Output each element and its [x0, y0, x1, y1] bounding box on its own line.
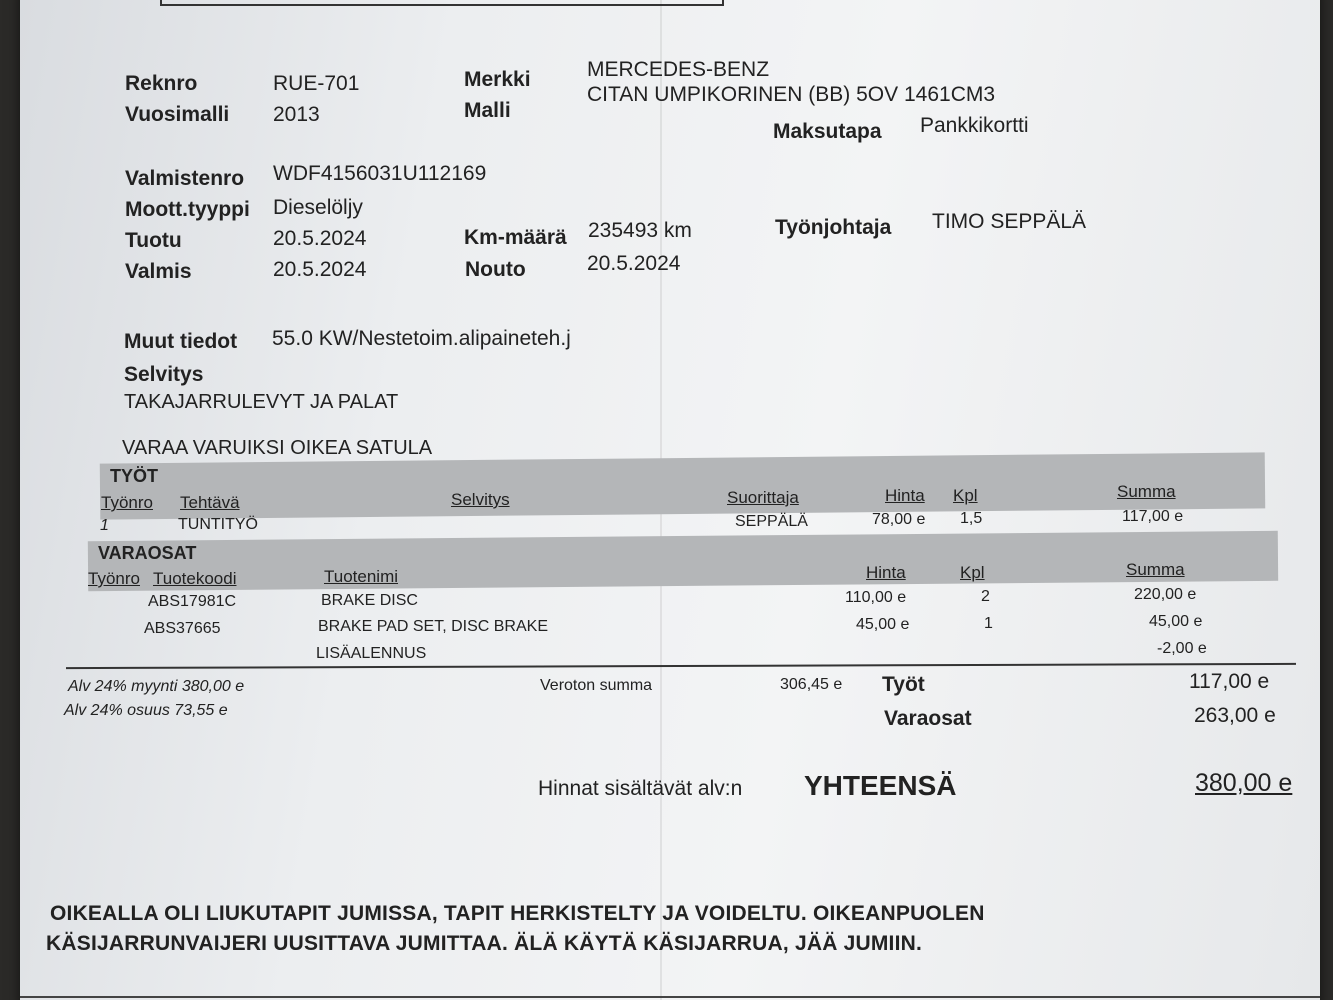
moottyyppi-label: Moott.tyyppi: [125, 198, 250, 221]
veroton-value: 306,45 e: [780, 676, 843, 693]
tuotu-label: Tuotu: [125, 229, 182, 252]
tyot-title: TYÖT: [110, 466, 158, 486]
varaosat-row-2-kpl: 1: [984, 615, 993, 632]
varaosat-col-hinta: Hinta: [866, 563, 906, 582]
tyot-row-suorittaja: SEPPÄLÄ: [735, 513, 808, 530]
valmistenro-label: Valmistenro: [125, 167, 245, 190]
tyot-col-hinta: Hinta: [885, 486, 925, 505]
vuosimalli-value: 2013: [273, 103, 320, 126]
bottom-edge-line: [20, 996, 1320, 998]
tyonjohtaja-label: Työnjohtaja: [775, 216, 892, 239]
varaosat-row-1-hinta: 110,00 e: [845, 589, 907, 606]
totals-tyot-value: 117,00 e: [1189, 670, 1270, 693]
varaosat-row-2-tuotekoodi: ABS37665: [144, 620, 221, 637]
varaosat-row-1-kpl: 2: [981, 588, 990, 605]
note-line-1: OIKEALLA OLI LIUKUTAPIT JUMISSA, TAPIT HERKISTELTY JA VOIDELTU. OIKEANPUOLEN: [50, 902, 985, 925]
tyot-col-tyonro: Työnro: [101, 493, 153, 512]
varaosat-row-2-summa: 45,00 e: [1149, 613, 1203, 630]
malli-label: Malli: [464, 99, 511, 122]
tyot-col-selvitys: Selvitys: [451, 490, 510, 509]
tyot-row-hinta: 78,00 e: [872, 511, 926, 528]
note-line-2: KÄSIJARRUNVAIJERI UUSITTAVA JUMITTAA. ÄLÄ KÄYTÄ KÄSIJARRUA, JÄÄ JUMIIN.: [46, 932, 923, 955]
varaosat-row-1-tuotekoodi: ABS17981C: [148, 593, 237, 610]
reknro-value: RUE-701: [273, 72, 360, 95]
totals-varaosat-label: Varaosat: [884, 707, 972, 730]
top-box-outline: [160, 0, 724, 6]
moottyyppi-value: Dieselöljy: [273, 196, 363, 219]
varaosat-row-1-tuotenimi: BRAKE DISC: [321, 592, 418, 609]
vuosimalli-label: Vuosimalli: [125, 103, 230, 126]
varaosat-title: VARAOSAT: [98, 543, 197, 563]
maksutapa-value: Pankkikortti: [920, 114, 1029, 137]
valmis-value: 20.5.2024: [273, 258, 367, 281]
valmistenro-value: WDF4156031U112169: [273, 162, 487, 185]
selvitys-line-2: VARAA VARUIKSI OIKEA SATULA: [122, 437, 433, 459]
yhteensa-label: YHTEENSÄ: [804, 770, 957, 801]
reknro-label: Reknro: [125, 72, 198, 95]
nouto-value: 20.5.2024: [587, 252, 681, 275]
varaosat-header-band: [88, 531, 1278, 591]
tyot-row-tehtava: TUNTITYÖ: [178, 516, 258, 533]
tyot-row-summa: 117,00 e: [1122, 508, 1184, 525]
nouto-label: Nouto: [465, 258, 526, 281]
valmis-label: Valmis: [125, 260, 192, 283]
alv-osuus: Alv 24% osuus 73,55 e: [64, 702, 228, 719]
tyot-col-tehtava: Tehtävä: [180, 493, 240, 512]
tyot-col-summa: Summa: [1117, 482, 1176, 501]
tyot-col-suorittaja: Suorittaja: [727, 488, 799, 507]
merkki-label: Merkki: [464, 68, 531, 91]
veroton-label: Veroton summa: [540, 677, 653, 694]
varaosat-col-summa: Summa: [1126, 560, 1185, 579]
varaosat-col-kpl: Kpl: [960, 563, 985, 582]
varaosat-col-tuotekoodi: Tuotekoodi: [153, 569, 237, 588]
varaosat-row-2-tuotenimi: BRAKE PAD SET, DISC BRAKE: [318, 618, 548, 635]
varaosat-col-tyonro: Työnro: [88, 569, 140, 588]
merkki-value: MERCEDES-BENZ: [587, 58, 770, 81]
totals-tyot-label: Työt: [882, 673, 925, 696]
varaosat-col-tuotenimi: Tuotenimi: [324, 567, 399, 586]
varaosat-row-3-summa: -2,00 e: [1157, 640, 1207, 657]
tyot-header-band: [100, 452, 1265, 519]
km-value: 235493 km: [588, 219, 692, 242]
selvitys-line-1: TAKAJARRULEVYT JA PALAT: [124, 391, 399, 413]
tyot-row-kpl: 1,5: [960, 510, 983, 527]
maksutapa-label: Maksutapa: [773, 120, 882, 143]
selvitys-label: Selvitys: [124, 363, 204, 386]
yhteensa-value: 380,00 e: [1195, 769, 1293, 797]
tyot-col-kpl: Kpl: [953, 486, 978, 505]
tyot-row-tyonro: 1: [100, 517, 109, 534]
tyonjohtaja-value: TIMO SEPPÄLÄ: [932, 210, 1087, 233]
tuotu-value: 20.5.2024: [273, 227, 367, 250]
prices-include-vat: Hinnat sisältävät alv:n: [538, 777, 743, 800]
km-label: Km-määrä: [464, 226, 567, 249]
varaosat-row-3-tuotenimi: LISÄALENNUS: [316, 645, 427, 662]
varaosat-row-1-summa: 220,00 e: [1134, 586, 1197, 603]
malli-value: CITAN UMPIKORINEN (BB) 5OV 1461CM3: [587, 83, 996, 106]
varaosat-row-2-hinta: 45,00 e: [856, 616, 910, 633]
totals-varaosat-value: 263,00 e: [1194, 704, 1276, 727]
muut-tiedot-value: 55.0 KW/Nestetoim.alipaineteh.j: [272, 327, 571, 350]
alv-myynti: Alv 24% myynti 380,00 e: [68, 678, 245, 695]
muut-tiedot-label: Muut tiedot: [124, 330, 238, 353]
